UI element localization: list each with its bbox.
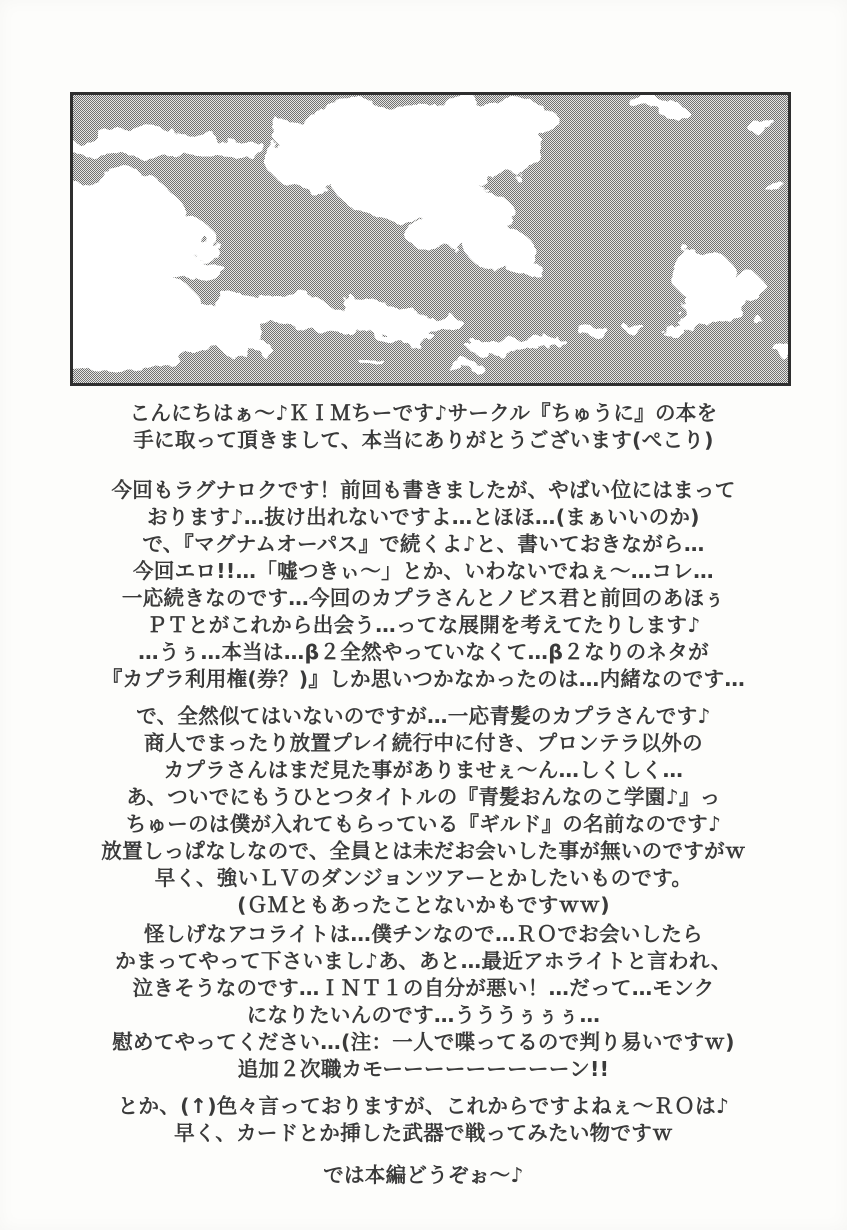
text-line: あ、ついでにもうひとつタイトルの『青髪おんなのこ学園♪』っ <box>126 785 721 809</box>
text-line: とか、(↑)色々言っておりますが、これからですよねぇ～ＲＯは♪ <box>117 1094 730 1118</box>
paragraph <box>40 1093 807 1147</box>
paragraph <box>40 1162 807 1189</box>
paragraph <box>40 400 807 454</box>
text-line: になりたいんのです…うううぅぅぅ… <box>246 1003 601 1027</box>
text-line: 一応続きなのです…今回のカプラさんとノビス君と前回のあほぅ <box>121 586 726 610</box>
text-line: 慰めてやってください…(注：一人で喋ってるので判り易いですｗ) <box>112 1030 735 1054</box>
text-line: 商人でまったり放置プレイ続行中に付き、プロンテラ以外の <box>144 731 703 755</box>
text-line: 泣きそうなのです…ＩＮＴ１の自分が悪い！…だって…モンク <box>132 976 715 1000</box>
text-line: 『カプラ利用権(券？)』しか思いつかなかったのは…内緒なのです… <box>101 667 746 691</box>
paragraph <box>40 477 807 693</box>
text-line: で、全然似てはいないのですが…一応青髪のカプラさんです♪ <box>136 704 711 728</box>
text-line: (ＧＭともあったことないかもですｗｗ) <box>237 893 610 917</box>
text-line: おります♪…抜け出れないですよ…とほほ…(まぁいいのか) <box>147 505 700 529</box>
text-line: カプラさんはまだ見た事がありませぇ～ん…しくしく… <box>163 758 684 782</box>
text-line: こんにちはぁ～♪ＫＩＭちーです♪サークル『ちゅうに』の本を <box>129 401 718 425</box>
text-line: かまってやって下さいまし♪あ、あと…最近アホライトと言われ、 <box>115 949 732 973</box>
afterword-text <box>40 0 807 1230</box>
paragraph <box>40 921 807 1083</box>
text-line: で、『マグナムオーパス』で続くよ♪と、書いておきながら… <box>142 532 705 556</box>
text-line: ＰＴとがこれから出会う…ってな展開を考えてたりします♪ <box>146 613 701 637</box>
text-line: 今回もラグナロクです！前回も書きましたが、やばい位にはまって <box>111 478 736 502</box>
text-line: 今回エロ!!…「嘘つきぃ～」とか、いわないでねぇ～…コレ… <box>133 559 714 583</box>
text-line: 早く、カードとか挿した武器で戦ってみたい物ですｗ <box>174 1121 673 1145</box>
text-line: 怪しげなアコライトは…僕チンなので…ＲＯでお会いしたら <box>144 922 703 946</box>
paragraph <box>40 703 807 919</box>
text-line: …うぅ…本当は…β２全然やっていなくて…β２なりのネタが <box>138 640 709 664</box>
text-line: では本編どうぞぉ～♪ <box>323 1163 524 1187</box>
text-line: 早く、強いＬＶのダンジョンツアーとかしたいものです。 <box>154 866 693 890</box>
text-line: 放置しっぱなしなので、全員とは未だお会いした事が無いのですがｗ <box>101 839 746 863</box>
text-line: 追加２次職カモーーーーーーーーーン!! <box>237 1057 610 1081</box>
text-line: 手に取って頂きまして、本当にありがとうございます(ぺこり) <box>133 428 714 452</box>
text-line: ちゅーのは僕が入れてもらっている『ギルド』の名前なのです♪ <box>125 812 722 836</box>
